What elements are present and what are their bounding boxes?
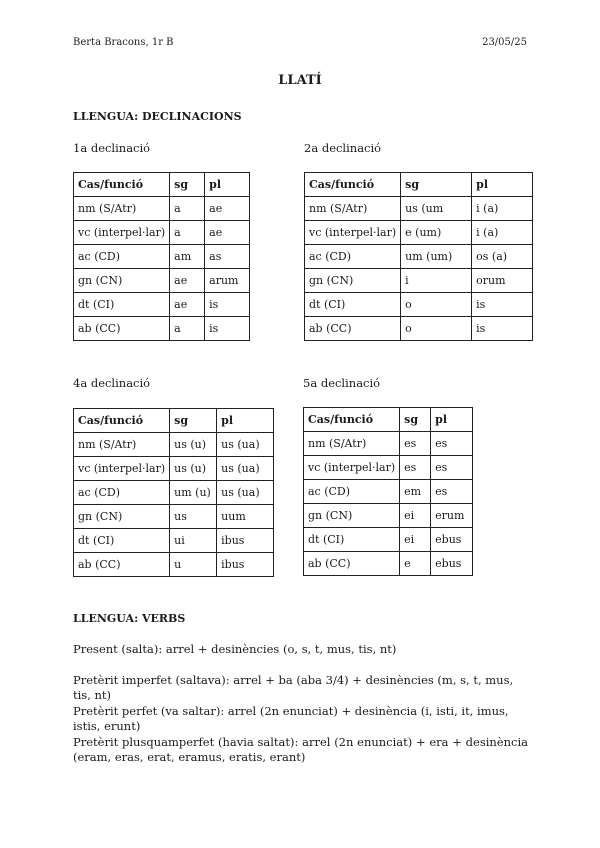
table-cell: es bbox=[400, 432, 431, 456]
table-label-4a: 4a declinació bbox=[73, 376, 151, 390]
table-label-5a: 5a declinació bbox=[303, 376, 381, 390]
table-row bbox=[305, 221, 533, 245]
column-header: Cas/funció bbox=[74, 409, 170, 433]
table-cell: ab (CC) bbox=[304, 552, 400, 576]
table-row bbox=[304, 504, 473, 528]
table-cell: is bbox=[472, 293, 533, 317]
table-cell: ac (CD) bbox=[74, 245, 170, 269]
table-row bbox=[74, 553, 274, 577]
table-cell: a bbox=[170, 317, 205, 341]
table-cell: nm (S/Atr) bbox=[74, 433, 170, 457]
table-cell: us (ua) bbox=[217, 481, 274, 505]
table-row bbox=[304, 528, 473, 552]
table-cell: vc (interpel·lar) bbox=[304, 456, 400, 480]
table-cell: ab (CC) bbox=[74, 553, 170, 577]
table-cell: um (um) bbox=[401, 245, 472, 269]
table-row bbox=[304, 456, 473, 480]
table-cell: u bbox=[170, 553, 217, 577]
table-cell: um (u) bbox=[170, 481, 217, 505]
table-cell: us bbox=[170, 505, 217, 529]
table-cell: i (a) bbox=[472, 221, 533, 245]
table-cell: as bbox=[205, 245, 250, 269]
page-title: LLATÍ bbox=[278, 73, 322, 88]
table-cell: gn (CN) bbox=[305, 269, 401, 293]
column-header: Cas/funció bbox=[74, 173, 170, 197]
table-cell: a bbox=[170, 221, 205, 245]
table-cell: a bbox=[170, 197, 205, 221]
table-row bbox=[74, 433, 274, 457]
table-cell: ui bbox=[170, 529, 217, 553]
table-cell: e bbox=[400, 552, 431, 576]
table-cell: dt (CI) bbox=[305, 293, 401, 317]
table-cell: nm (S/Atr) bbox=[74, 197, 170, 221]
table-cell: es bbox=[400, 456, 431, 480]
column-header: pl bbox=[217, 409, 274, 433]
table-row bbox=[305, 317, 533, 341]
column-header: sg bbox=[401, 173, 472, 197]
table-row bbox=[74, 317, 250, 341]
column-header: pl bbox=[472, 173, 533, 197]
table-cell: gn (CN) bbox=[74, 505, 170, 529]
table-row bbox=[305, 197, 533, 221]
declension-table-2a bbox=[304, 172, 533, 341]
table-cell: is bbox=[472, 317, 533, 341]
table-cell: vc (interpel·lar) bbox=[74, 221, 170, 245]
table-cell: ae bbox=[205, 197, 250, 221]
table-row bbox=[305, 269, 533, 293]
table-row bbox=[74, 245, 250, 269]
header-date: 23/05/25 bbox=[482, 37, 527, 48]
column-header: sg bbox=[170, 409, 217, 433]
table-cell: i bbox=[401, 269, 472, 293]
table-cell: uum bbox=[217, 505, 274, 529]
table-cell: ae bbox=[170, 269, 205, 293]
table-row bbox=[74, 197, 250, 221]
declension-table-1a bbox=[73, 172, 250, 341]
table-cell: is bbox=[205, 317, 250, 341]
table-row bbox=[305, 245, 533, 269]
table-row bbox=[74, 221, 250, 245]
table-header-row bbox=[305, 173, 533, 197]
table-cell: ac (CD) bbox=[304, 480, 400, 504]
table-row bbox=[74, 457, 274, 481]
table-cell: o bbox=[401, 293, 472, 317]
table-cell: us (u) bbox=[170, 433, 217, 457]
table-row bbox=[304, 480, 473, 504]
table-cell: e (um) bbox=[401, 221, 472, 245]
column-header: pl bbox=[205, 173, 250, 197]
table-cell: es bbox=[431, 432, 473, 456]
table-cell: us (ua) bbox=[217, 457, 274, 481]
table-row bbox=[304, 552, 473, 576]
table-cell: ab (CC) bbox=[305, 317, 401, 341]
table-row bbox=[74, 293, 250, 317]
table-cell: us (ua) bbox=[217, 433, 274, 457]
table-cell: ei bbox=[400, 504, 431, 528]
table-cell: i (a) bbox=[472, 197, 533, 221]
section-heading-declinacions: LLENGUA: DECLINACIONS bbox=[73, 110, 242, 123]
verb-rule-preterit-plusquamperfet: Pretèrit plusquamperfet (havia saltat): arrel (2n enunciat) + era + desinència (eram, eras, erat, eramus, eratis, erant) bbox=[73, 735, 528, 764]
table-cell: ae bbox=[205, 221, 250, 245]
verb-rule-present: Present (salta): arrel + desinències (o, s, t, mus, tis, nt) bbox=[73, 642, 397, 656]
table-cell: os (a) bbox=[472, 245, 533, 269]
column-header: Cas/funció bbox=[305, 173, 401, 197]
section-heading-verbs: LLENGUA: VERBS bbox=[73, 612, 186, 625]
table-cell: erum bbox=[431, 504, 473, 528]
table-header-row bbox=[74, 173, 250, 197]
table-cell: ae bbox=[170, 293, 205, 317]
table-row bbox=[74, 529, 274, 553]
table-cell: nm (S/Atr) bbox=[304, 432, 400, 456]
table-row bbox=[74, 505, 274, 529]
column-header: pl bbox=[431, 408, 473, 432]
table-row bbox=[305, 293, 533, 317]
table-cell: ibus bbox=[217, 529, 274, 553]
column-header: sg bbox=[170, 173, 205, 197]
table-cell: es bbox=[431, 480, 473, 504]
table-cell: o bbox=[401, 317, 472, 341]
table-cell: vc (interpel·lar) bbox=[305, 221, 401, 245]
table-cell: am bbox=[170, 245, 205, 269]
table-row bbox=[74, 481, 274, 505]
table-label-2a: 2a declinació bbox=[304, 141, 382, 155]
verb-rule-preterit-perfet: Pretèrit perfet (va saltar): arrel (2n enunciat) + desinència (i, isti, it, imus, istis, erunt) bbox=[73, 704, 509, 733]
table-cell: ebus bbox=[431, 552, 473, 576]
table-cell: ac (CD) bbox=[74, 481, 170, 505]
table-cell: ibus bbox=[217, 553, 274, 577]
table-cell: ab (CC) bbox=[74, 317, 170, 341]
table-cell: dt (CI) bbox=[304, 528, 400, 552]
table-cell: vc (interpel·lar) bbox=[74, 457, 170, 481]
table-cell: arum bbox=[205, 269, 250, 293]
table-cell: ac (CD) bbox=[305, 245, 401, 269]
table-cell: gn (CN) bbox=[304, 504, 400, 528]
table-cell: orum bbox=[472, 269, 533, 293]
table-cell: es bbox=[431, 456, 473, 480]
verb-rule-preterit-imperfet: Pretèrit imperfet (saltava): arrel + ba (aba 3/4) + desinències (m, s, t, mus, tis, nt) bbox=[73, 673, 514, 702]
table-label-1a: 1a declinació bbox=[73, 141, 151, 155]
table-cell: us (u) bbox=[170, 457, 217, 481]
table-cell: ei bbox=[400, 528, 431, 552]
table-header-row bbox=[304, 408, 473, 432]
table-cell: dt (CI) bbox=[74, 293, 170, 317]
table-cell: em bbox=[400, 480, 431, 504]
declension-table-4a bbox=[73, 408, 274, 577]
table-row bbox=[74, 269, 250, 293]
table-cell: us (um bbox=[401, 197, 472, 221]
column-header: sg bbox=[400, 408, 431, 432]
table-cell: gn (CN) bbox=[74, 269, 170, 293]
table-row bbox=[304, 432, 473, 456]
header-author: Berta Bracons, 1r B bbox=[73, 37, 174, 48]
table-cell: dt (CI) bbox=[74, 529, 170, 553]
declension-table-5a bbox=[303, 407, 473, 576]
table-header-row bbox=[74, 409, 274, 433]
column-header: Cas/funció bbox=[304, 408, 400, 432]
table-cell: is bbox=[205, 293, 250, 317]
table-cell: nm (S/Atr) bbox=[305, 197, 401, 221]
table-cell: ebus bbox=[431, 528, 473, 552]
